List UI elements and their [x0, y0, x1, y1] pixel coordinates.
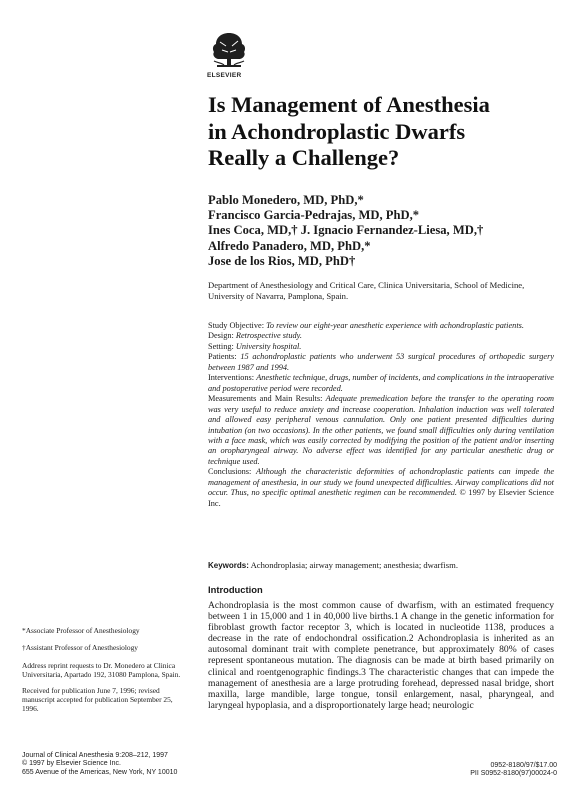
- reprint-address: Address reprint requests to Dr. Monedero at Clinica Universitaria, Apartado 192, 31080 Pamplona, Spain.: [22, 660, 181, 680]
- issn: 0952-8180/97/$17.00: [490, 762, 557, 769]
- author: Alfredo Panadero, MD, PhD,*: [208, 238, 371, 253]
- article-ids: [357, 762, 557, 779]
- section-heading: Introduction: [208, 584, 263, 595]
- abstract-item: [208, 467, 554, 509]
- abstract-text: Anesthetic technique, drugs, number of incidents, and complications in the intraoperative and postoperative period were recorded.: [208, 373, 554, 393]
- introduction-body: [208, 600, 554, 711]
- abstract-label: Study Objective:: [208, 321, 264, 330]
- author: Pablo Monedero, MD, PhD,*: [208, 193, 364, 207]
- abstract-item: [208, 331, 554, 341]
- copyright-notice: © 1997 by Elsevier Science Inc.: [208, 488, 554, 508]
- abstract-item: [208, 373, 554, 394]
- abstract-label: Interventions:: [208, 373, 255, 383]
- abstract-text: University hospital.: [235, 341, 302, 351]
- author: Ines Coca, MD,† J. Ignacio Fernandez-Liesa, MD,†: [208, 223, 484, 238]
- abstract-item: [208, 352, 554, 373]
- keywords: [208, 560, 554, 571]
- abstract-item: [208, 394, 554, 467]
- abstract: [208, 321, 554, 509]
- abstract-label: Measurements and Main Results:: [208, 394, 323, 404]
- elsevier-tree-logo-icon: [208, 30, 250, 70]
- abstract-label: Patients:: [208, 352, 237, 362]
- author: Francisco Garcia-Pedrajas, MD, PhD,*: [208, 208, 420, 223]
- footnote: †Assistant Professor of Anesthesiology: [22, 643, 138, 653]
- elsevier-logo: [208, 30, 250, 70]
- publisher-name: ELSEVIER: [207, 72, 242, 79]
- footnotes: [22, 626, 182, 720]
- publisher-address: 655 Avenue of the Americas, New York, NY 10010: [22, 768, 178, 776]
- title-line: in Achondroplastic Dwarfs: [208, 118, 466, 144]
- keywords-text: Achondroplasia; airway management; anesthesia; dwarfism.: [250, 560, 458, 570]
- received-dates: Received for publication June 7, 1996; revised manuscript accepted for publication September 25, 1996.: [22, 685, 173, 714]
- abstract-text: Adequate premedication before the transfer to the operating room was very useful to reduce anxiety and increase cooperation. Inhalation induction was well tolerated and allowed easy peripheral venous cannulation. Only one patient presented difficulties during intubation (on two occasions). In the other patients, we found small difficulties only during ventilation with a face mask, which was easily corrected by modifying the position of the patient and/or inserting an oropharyngeal airway. No adverse effect was identified for any particular anesthetic drug or technique used.: [208, 394, 555, 466]
- abstract-text: 15 achondroplastic patients who underwent 53 surgical procedures of orthopedic surgery between 1987 and 1994.: [208, 352, 554, 372]
- article-title: [208, 92, 548, 172]
- abstract-item: [208, 342, 554, 352]
- abstract-text: Although the characteristic deformities of achondroplastic patients can impede the management of anesthesia, in our study we found unexpected difficulties. Airway complications did not occur. Thus, no specific optimal anesthetic regimen can be recommended.: [208, 467, 555, 498]
- journal-footer: [22, 752, 282, 777]
- footer-copyright: © 1997 by Elsevier Science Inc.: [22, 760, 121, 768]
- title-line: Really a Challenge?: [208, 145, 400, 170]
- title-line: Is Management of Anesthesia: [208, 92, 490, 117]
- abstract-label: Design:: [208, 331, 234, 341]
- abstract-item: [208, 321, 554, 331]
- author-list: [208, 193, 548, 269]
- abstract-label: Conclusions:: [208, 467, 252, 477]
- author: Jose de los Rios, MD, PhD†: [208, 253, 356, 268]
- paragraph: Achondroplasia is the most common cause of dwarfism, with an estimated frequency between 1 in 15,000 and 1 in 40,000 live births.1 A change in the genetic information for fibroblast growth factor receptor 3, which is located in nucleotide 1138, produces a decrease in the rate of endochondral ossification.2 Achondroplasia is inherited as an autosomal dominant trait with complete penetrance, but approximately 80% of cases represent spontaneous mutation. The diagnosis can be made at birth based primarily on clinical and roentgenographic findings.3 The characteristic changes that can impede the management of anesthesia are a large protruding forehead, depressed nasal bridge, short maxilla, large mandible, large tongue, tonsil enlargement, nasal, pharyngeal, and laryngeal hypoplasia, and a disproportionately large head; neurologic: [208, 600, 554, 711]
- abstract-label: Setting:: [208, 341, 234, 351]
- keywords-label: Keywords:: [208, 561, 249, 570]
- journal-citation: Journal of Clinical Anesthesia 9:208–212, 1997: [22, 752, 168, 759]
- footnote: *Associate Professor of Anesthesiology: [22, 626, 140, 635]
- pii: PII S0952-8180(97)00024-0: [470, 770, 557, 778]
- abstract-text: Retrospective study.: [235, 331, 302, 341]
- abstract-text: To review our eight-year anesthetic experience with achondroplastic patients.: [266, 321, 524, 330]
- affiliation: Department of Anesthesiology and Critical Care, Clinica Universitaria, School of Medicine, University of Navarra, Pamplona, Spain.: [208, 280, 525, 301]
